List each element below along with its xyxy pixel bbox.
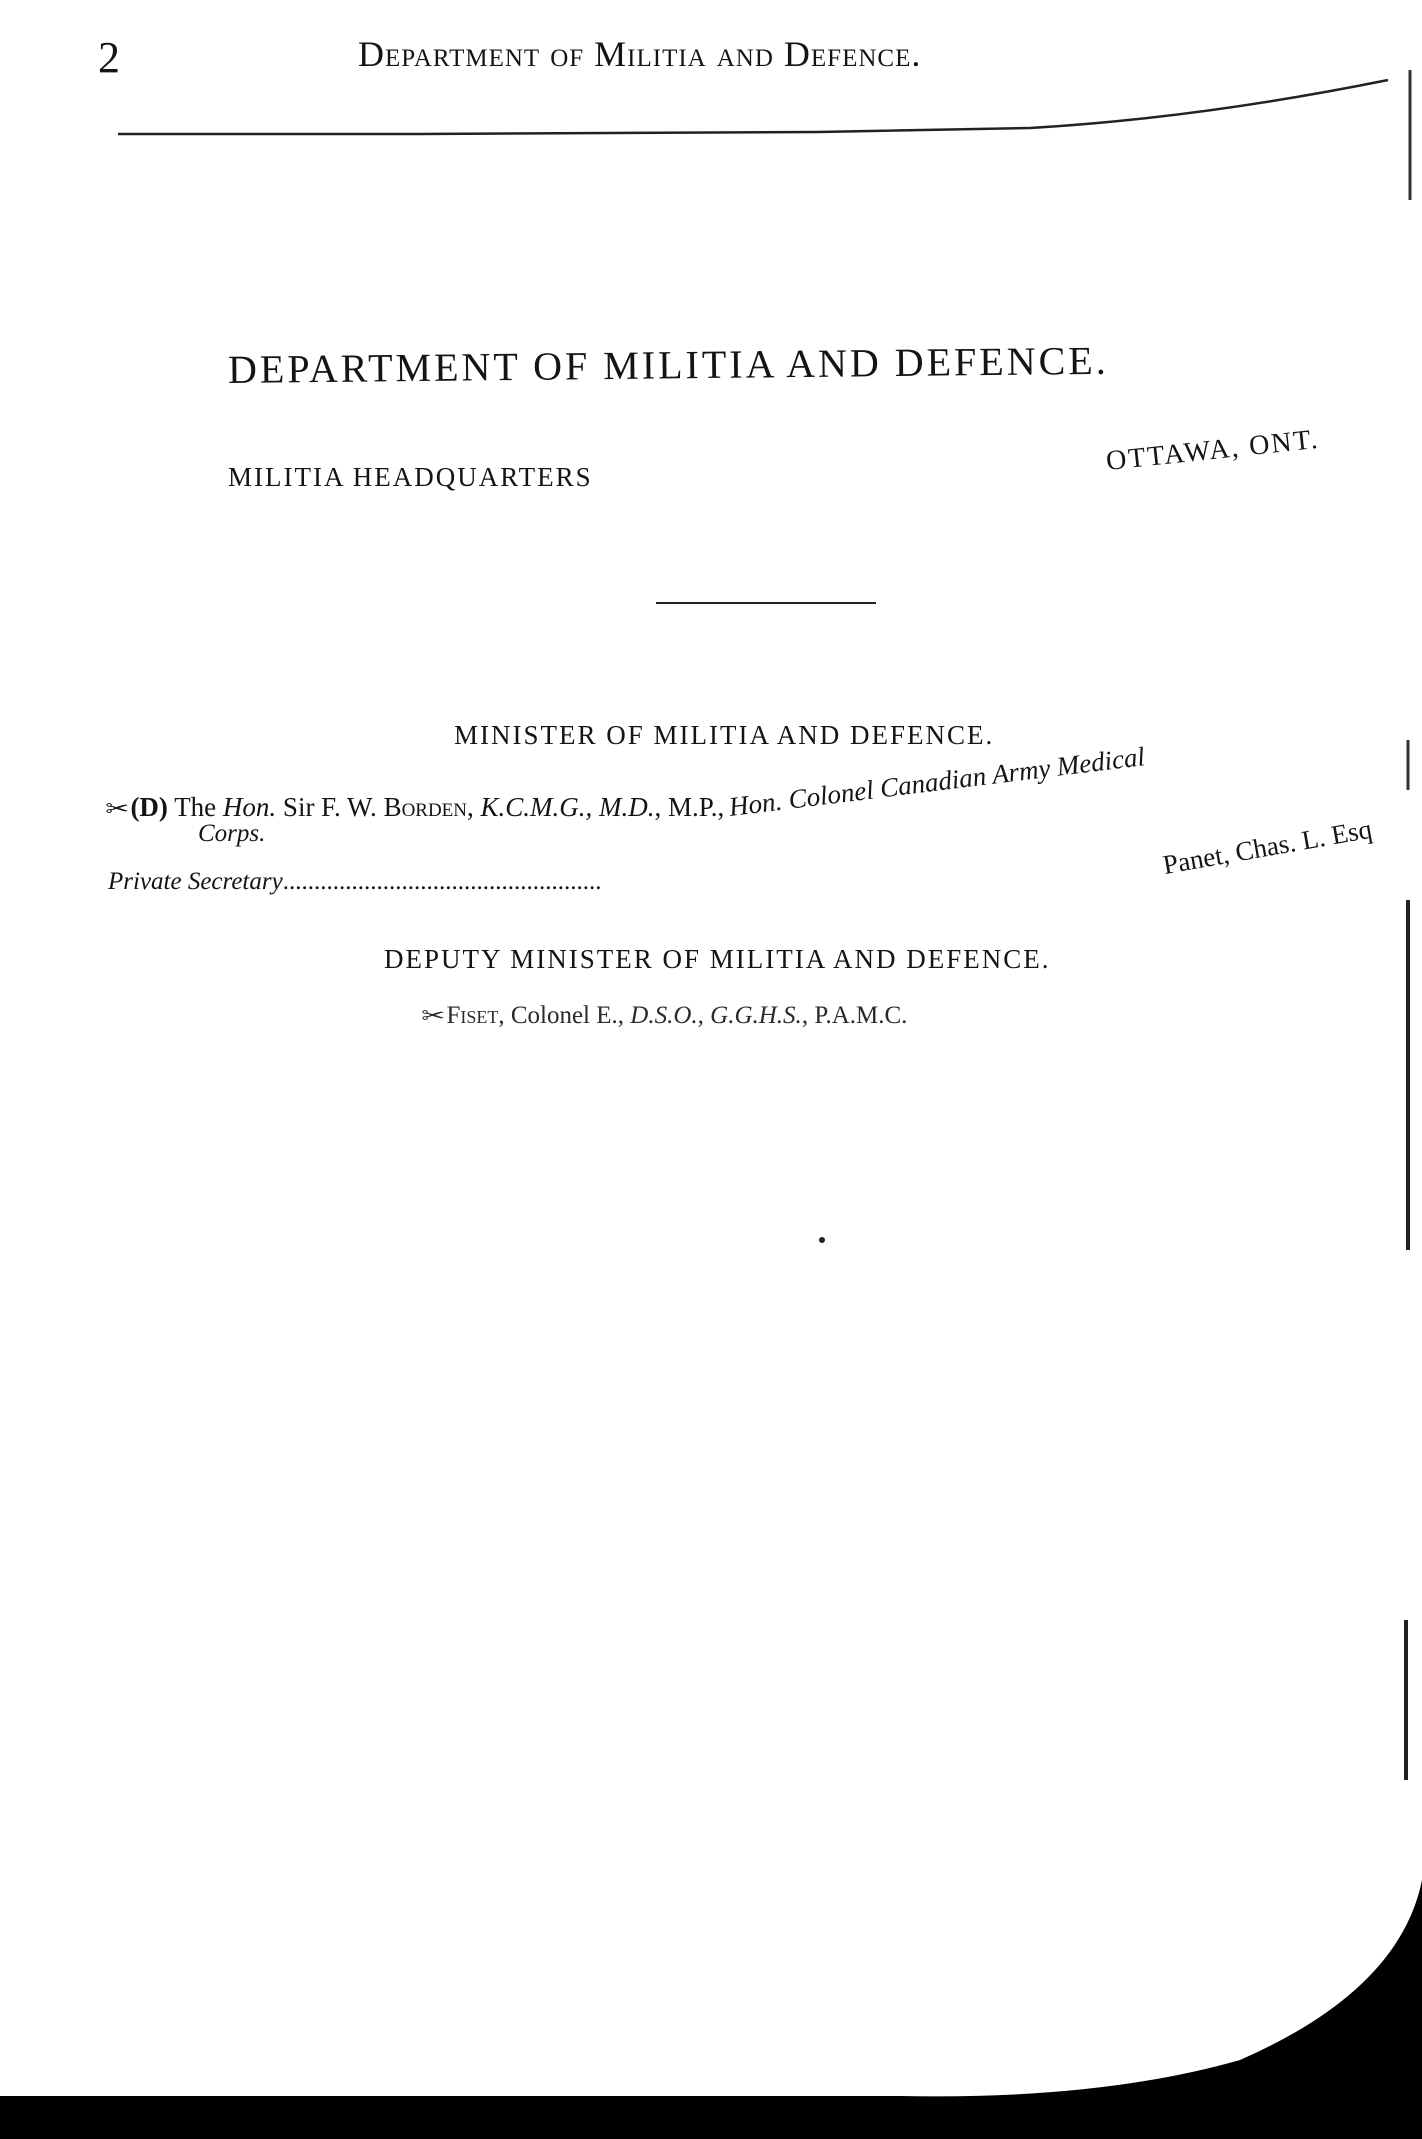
page-number: 2 [98, 33, 120, 82]
entry-text: , [467, 792, 481, 822]
entry-text: The [174, 792, 223, 822]
section-divider [656, 602, 876, 604]
entry-text: Sir F. W. [276, 792, 384, 822]
entry-text: Hon. [222, 792, 277, 822]
dot-leader: ................................................... [282, 868, 602, 895]
entry-text: K.C.M.G., M.D. [480, 792, 655, 822]
secretary-entry [108, 868, 601, 896]
entry-text: Hon. Colonel Canadian Army Medical [727, 741, 1147, 823]
deputy-entry [421, 1002, 908, 1030]
marker-label: (D) [130, 792, 168, 822]
secretary-role: Private Secretary [108, 868, 283, 895]
city-label: OTTAWA, ONT. [1104, 423, 1321, 478]
secretary-name: Panet, Chas. L. Esq [1160, 813, 1375, 881]
headquarters-label: MILITIA HEADQUARTERS [228, 462, 593, 492]
minister-entry-continuation: Corps. [198, 820, 266, 847]
entry-text: D.S.O., G.G.H.S. [630, 1002, 802, 1029]
deputy-surname: Fiset [446, 1002, 499, 1029]
scissors-icon: ✂ [105, 796, 130, 821]
entry-text: , Colonel E., [498, 1002, 631, 1029]
minister-heading: MINISTER OF MILITIA AND DEFENCE. [454, 720, 995, 750]
deputy-heading: DEPUTY MINISTER OF MILITIA AND DEFENCE. [384, 944, 1051, 974]
page-title: DEPARTMENT OF MILITIA AND DEFENCE. [227, 337, 1109, 392]
entry-text: , M.P., [654, 792, 732, 822]
running-header-title: Department of Militia and Defence. [358, 34, 922, 74]
minister-entry [105, 741, 1150, 823]
minister-surname: Borden [383, 792, 468, 822]
scissors-icon: ✂ [421, 1003, 446, 1028]
entry-text: , P.A.M.C. [801, 1002, 908, 1029]
